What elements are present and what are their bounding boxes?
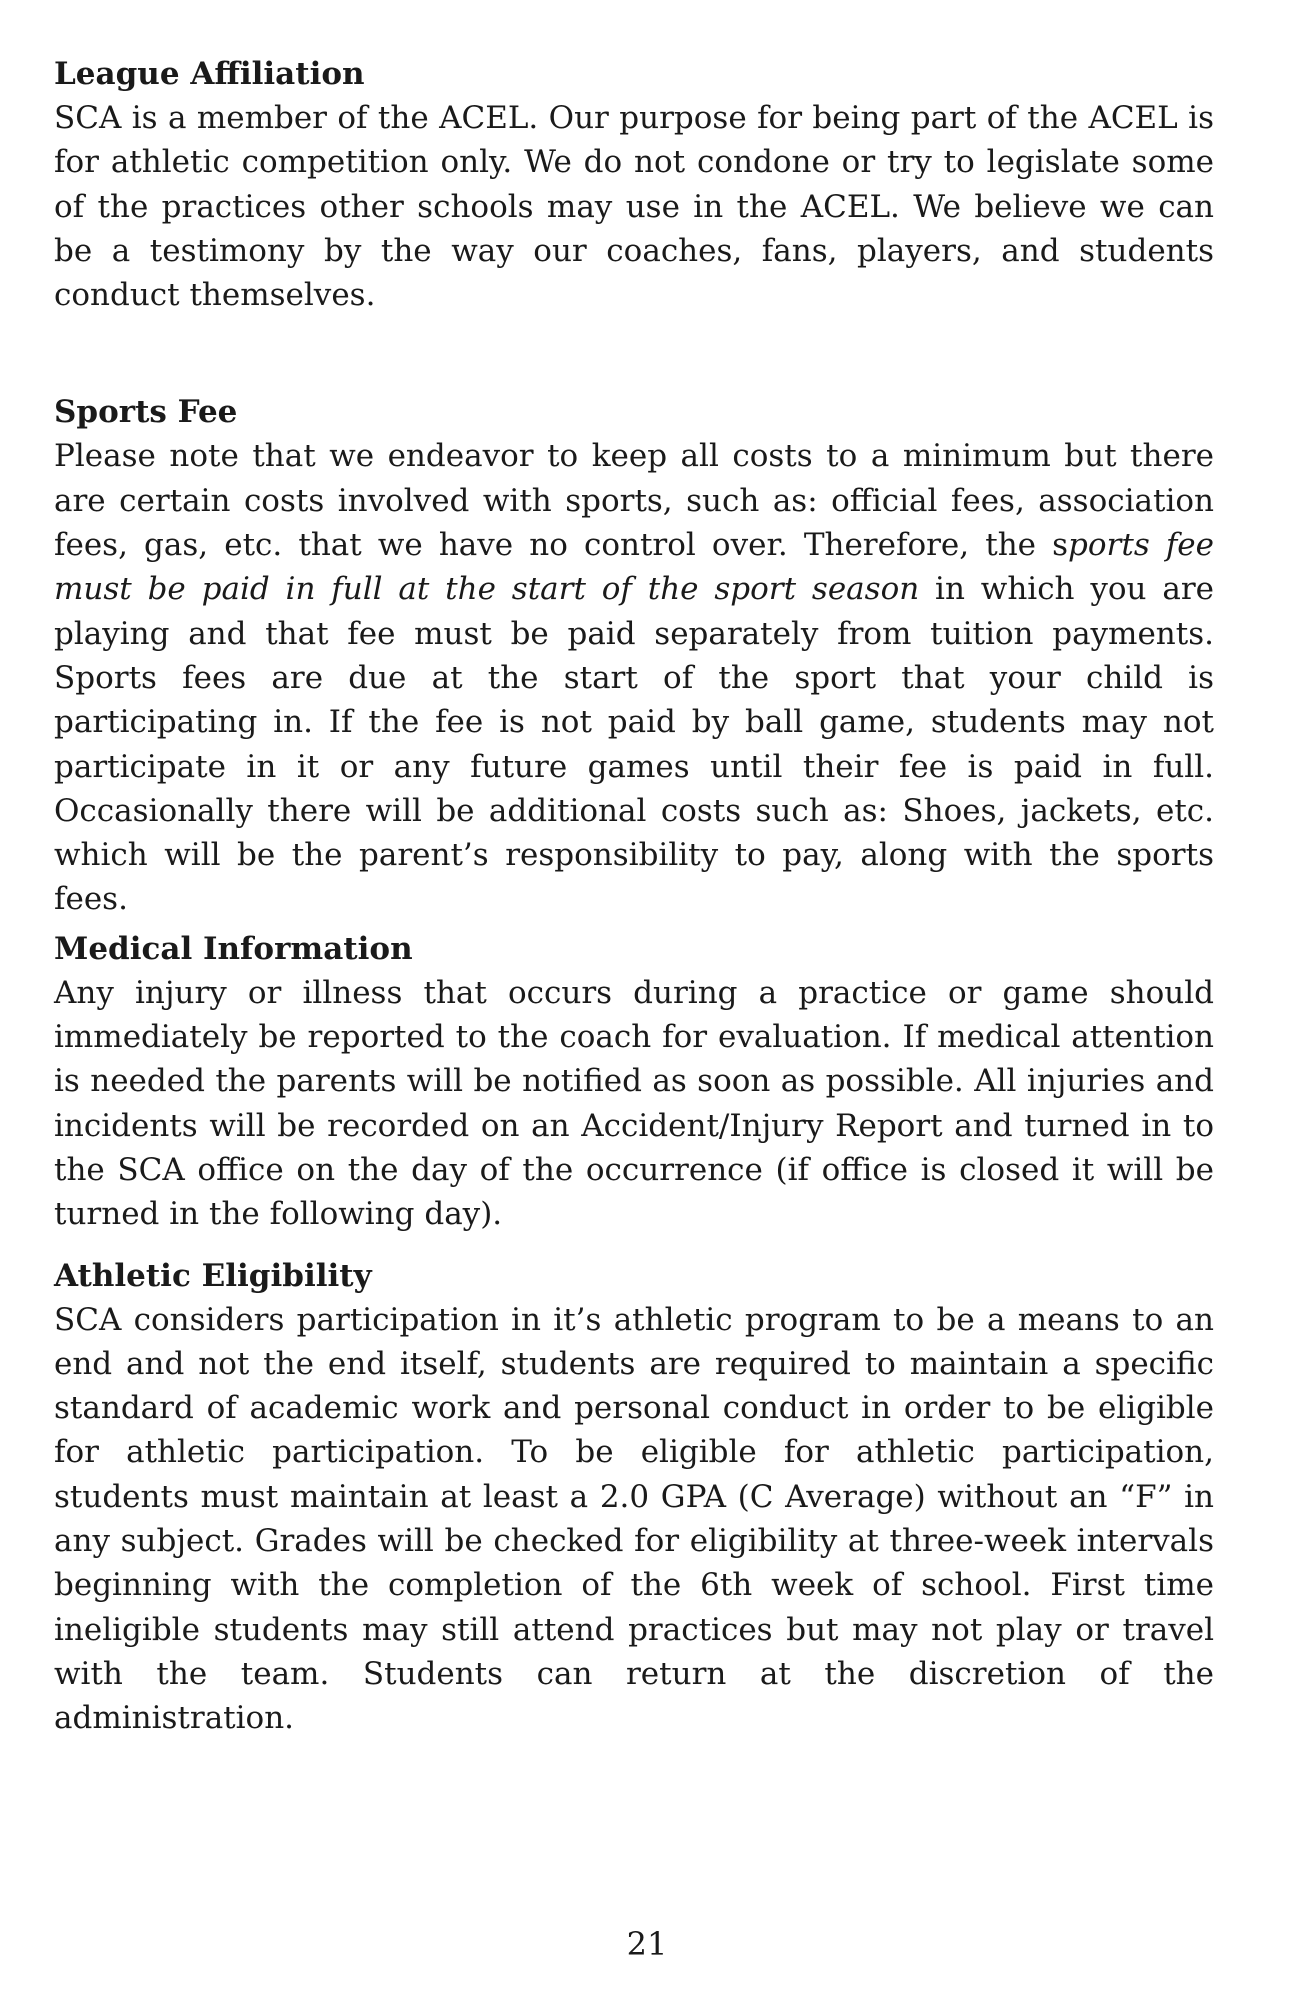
section-body: Any injury or illness that occurs during a practice or game should immediately be reported to the coach for evaluation. If medical attention is needed the parents will be notified as soon as possible. All injuries and incidents will be recorded on an Accident/Injury Report and turned in to the SCA office on the day of the occurrence (if office is closed it will be turned in the following day). [54, 974, 1214, 1233]
section-heading: Sports Fee [54, 394, 238, 431]
section-heading: League Affiliation [54, 56, 365, 92]
section-league-affiliation [54, 52, 1214, 317]
section-medical-information [54, 927, 1214, 1237]
document-page [54, 52, 1214, 1741]
section-heading: Medical Information [54, 930, 413, 967]
body-emphasis: ports fee must be paid in full at the start of the sport season [54, 527, 1214, 608]
section-heading: Athletic Eligibility [54, 1257, 372, 1294]
section-body: SCA is a member of the ACEL. Our purpose for being part of the ACEL is for athletic competition only. We do not condone or try to legislate some of the practices other schools may use in the ACEL. We believe we can be a testimony by the way our coaches, fans, players, and students conduct themselves. [54, 100, 1214, 314]
section-sports-fee [54, 390, 1214, 921]
section-body: SCA considers participation in it’s athletic program to be a means to an end and not the end itself, students are required to maintain a specific standard of academic work and personal conduct in order to be eligible for athletic participation. To be eligible for athletic participation, students must maintain at least a 2.0 GPA (C Average) without an “F” in any subject. Grades will be checked for eligibility at three-week intervals beginning with the completion of the 6th week of school. First time ineligible students may still attend practices but may not play or travel with the team. Students can return at the discretion of the administration. [54, 1301, 1214, 1737]
body-text: Please note that we endeavor to keep all costs to a minimum but there are certain costs involved with sports, such as: official fees, association fees, gas, etc. that we have no control over. Therefore, the s [54, 438, 1214, 564]
section-body [54, 434, 1214, 921]
section-athletic-eligibility [54, 1254, 1214, 1741]
page-number: 21 [626, 1925, 668, 1963]
body-text: in which you are playing and that fee must be paid separately from tuition payments. Sports fees are due at the start of the sport that your child is participating in. If the fee is not paid by ball game, students may not participate in it or any future games until their fee is paid in full. Occasionally there will be additional costs such as: Shoes, jackets, etc. which will be the parent’s responsibility to pay, along with the sports fees. [54, 571, 1215, 918]
